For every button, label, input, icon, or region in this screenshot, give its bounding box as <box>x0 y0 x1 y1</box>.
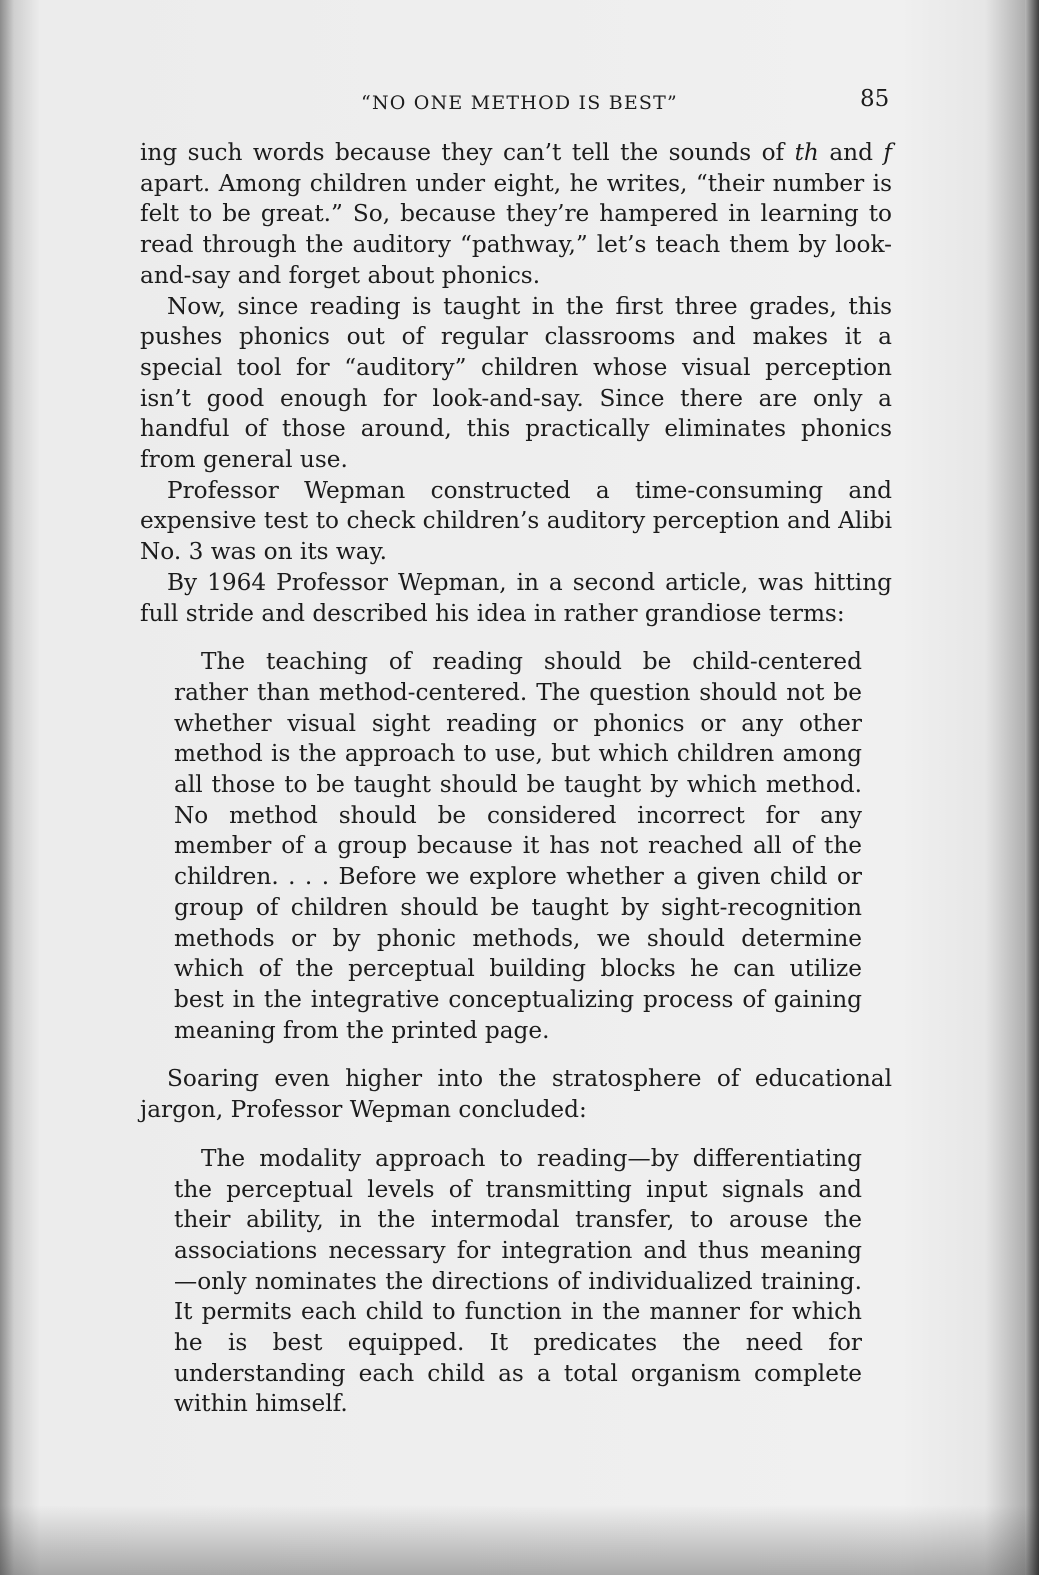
p1-italic-th: th <box>794 139 819 166</box>
paragraph-1964-article: By 1964 Professor Wepman, in a second article, was hitting full stride and described his idea in rather grandiose terms: <box>140 568 892 627</box>
paragraph-phonics-pushed-out: Now, since reading is taught in the first three grades, this pushes phonics out of regular classrooms and makes it a special tool for “auditory” children whose visual perception isn’t good enough for look-and-say. Since there are only a handful of those around, this practically eliminates phonics from general use. <box>140 292 892 474</box>
quote-text-2: The modality approach to reading—by differentiating the perceptual levels of transmitting input signals and their ability, in the intermodal transfer, to arouse the associations necessary for integration and thus meaning—only nominates the directions of individualized training. It permits each child to function in the manner for which he is best equipped. It predicates the need for understanding each child as a total organism complete within himself. <box>174 1144 862 1418</box>
p1-text-c: and <box>818 139 884 166</box>
quote-text-1: The teaching of reading should be child-centered rather than method-centered. The question should not be whether visual sight reading or phonics or any other method is the approach to use, but which children among all those to be taught should be taught by which method. No method should be considered incorrect for any member of a group because it has not reached all of the children. . . . Before we explore whether a given child or group of children should be taught by sight-recognition methods or by phonic methods, we should determine which of the perceptual building blocks he can utilize best in the integrative conceptualizing process of gaining meaning from the printed page. <box>174 648 862 1044</box>
page-number: 85 <box>860 86 890 112</box>
p1-italic-f: f <box>883 139 892 166</box>
p1-text-a: ing such words because they can’t tell the sounds of <box>140 139 795 166</box>
paragraph-soaring-jargon: Soaring even higher into the stratosphere of educational jargon, Professor Wepman concluded: <box>140 1065 892 1124</box>
running-head: “NO ONE METHOD IS BEST” <box>361 92 678 114</box>
p1-text-e: apart. Among children under eight, he writes, “their number is felt to be great.” So, because they’re hampered in learning to read through the auditory “pathway,” let’s teach them by look-and-say and forget about phonics. <box>140 169 892 289</box>
paragraph-continued <box>140 138 892 292</box>
page-header <box>0 86 1039 116</box>
block-quote-1 <box>174 647 862 1046</box>
block-quote-2 <box>174 1144 862 1420</box>
page-edge-shadow <box>1025 0 1039 1575</box>
paragraph-wepman-test: Professor Wepman constructed a time-consuming and expensive test to check children’s auditory perception and Alibi No. 3 was on its way. <box>140 476 892 566</box>
page-body <box>140 138 892 1438</box>
